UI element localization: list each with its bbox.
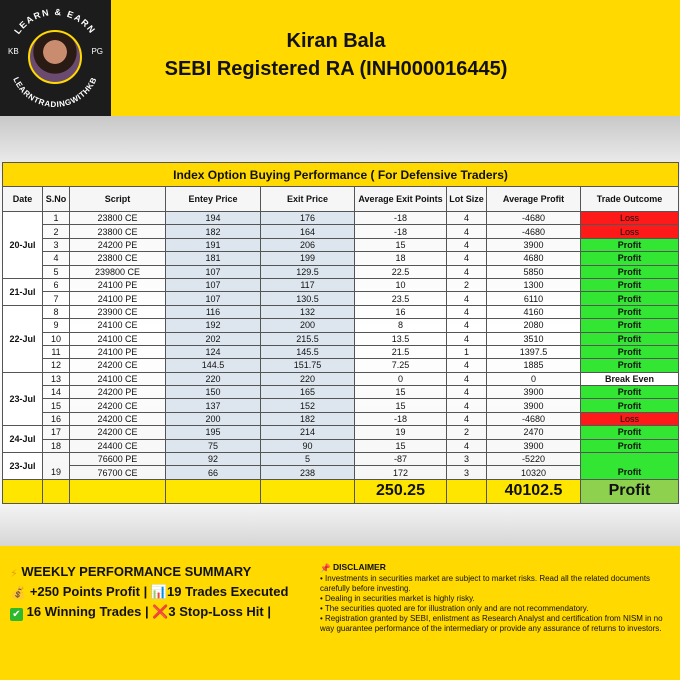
lot-size-cell: 4 [447,412,487,425]
avg-exit-points-cell: 15 [355,399,447,412]
lot-size-cell: 3 [447,453,487,466]
table-row [3,252,679,265]
avg-profit-cell: 3900 [487,238,581,251]
entry-price-cell: 192 [166,319,261,332]
entry-price-cell: 75 [166,439,261,452]
exit-price-cell: 145.5 [261,345,355,358]
logo-top-text: LEARN & EARN [12,6,98,36]
summary-title: ⚡ WEEKLY PERFORMANCE SUMMARY [10,564,252,580]
table-row [3,212,679,225]
sno-cell: 17 [43,426,70,439]
disclaimer-p4: • Registration granted by SEBI, enlistment as Research Analyst and certification from NISM in no way guarantee performance of the intermediary or provide any assurance of returns to investors. [320,614,663,633]
avg-profit-cell: 3900 [487,439,581,452]
script-cell: 23800 CE [70,212,166,225]
performance-table [2,162,679,504]
col-trade-outcome: Trade Outcome [581,187,679,212]
sno-cell: 1 [43,212,70,225]
entry-price-cell: 107 [166,292,261,305]
avg-profit-cell: -5220 [487,453,581,466]
exit-price-cell: 151.75 [261,359,355,372]
trade-outcome-cell: Profit [581,292,679,305]
date-cell: 23-Jul [3,372,43,426]
table-row [3,359,679,372]
table-row [3,265,679,278]
avg-exit-points-cell: 8 [355,319,447,332]
table-row [3,439,679,452]
script-cell: 24200 CE [70,412,166,425]
lot-size-cell: 4 [447,359,487,372]
script-cell: 24200 CE [70,426,166,439]
sno-cell: 19 [43,466,70,479]
exit-price-cell: 130.5 [261,292,355,305]
lot-size-cell: 2 [447,278,487,291]
entry-price-cell: 220 [166,372,261,385]
table-row [3,466,679,479]
avatar [28,30,82,84]
exit-price-cell: 182 [261,412,355,425]
header-banner [0,0,680,116]
lightning-icon: ⚡ [10,568,18,580]
lot-size-cell: 4 [447,265,487,278]
exit-price-cell: 176 [261,212,355,225]
avg-exit-points-cell: -18 [355,212,447,225]
exit-price-cell: 165 [261,386,355,399]
avg-profit-cell: 3900 [487,399,581,412]
table-row [3,292,679,305]
footer-panel [0,546,680,680]
script-cell: 24400 CE [70,439,166,452]
disclaimer-p2: • Dealing in securities market is highly risky. [320,594,475,603]
exit-price-cell: 129.5 [261,265,355,278]
avg-exit-points-cell: 15 [355,238,447,251]
entry-price-cell: 202 [166,332,261,345]
table-row [3,412,679,425]
script-cell: 23800 CE [70,225,166,238]
total-points: 250.25 [355,479,447,503]
exit-price-cell: 132 [261,305,355,318]
entry-price-cell: 150 [166,386,261,399]
script-cell: 24200 CE [70,359,166,372]
date-cell: 22-Jul [3,305,43,372]
avg-exit-points-cell: 23.5 [355,292,447,305]
trade-outcome-cell: Break Even [581,372,679,385]
check-icon: ✔ [10,608,23,621]
sno-cell: 18 [43,439,70,452]
trade-outcome-cell: Profit [581,332,679,345]
avg-profit-cell: 4680 [487,252,581,265]
lot-size-cell: 4 [447,238,487,251]
avg-profit-cell: 0 [487,372,581,385]
avg-profit-cell: 3900 [487,386,581,399]
trade-outcome-cell: Profit [581,238,679,251]
avg-exit-points-cell: -18 [355,412,447,425]
logo-left-text: KB [8,47,19,56]
table-row [3,305,679,318]
lot-size-cell: 4 [447,332,487,345]
col-entry-price: Entey Price [166,187,261,212]
avg-exit-points-cell: 19 [355,426,447,439]
avg-profit-cell: 1300 [487,278,581,291]
avg-profit-cell: 3510 [487,332,581,345]
lot-size-cell: 4 [447,212,487,225]
script-cell: 239800 CE [70,265,166,278]
script-cell: 24100 PE [70,292,166,305]
exit-price-cell: 206 [261,238,355,251]
sno-cell: 7 [43,292,70,305]
sno-cell: 12 [43,359,70,372]
lot-size-cell: 4 [447,439,487,452]
lot-size-cell: 4 [447,386,487,399]
entry-price-cell: 181 [166,252,261,265]
avg-exit-points-cell: 18 [355,252,447,265]
script-cell: 24100 CE [70,332,166,345]
trade-outcome-cell: Profit [581,319,679,332]
avg-exit-points-cell: 15 [355,386,447,399]
sno-cell: 11 [43,345,70,358]
col-script: Script [70,187,166,212]
entry-price-cell: 66 [166,466,261,479]
lot-size-cell: 3 [447,466,487,479]
script-cell: 24200 PE [70,386,166,399]
trade-outcome-cell: Profit [581,278,679,291]
script-cell: 23800 CE [70,252,166,265]
script-cell: 24100 PE [70,345,166,358]
lot-size-cell: 4 [447,305,487,318]
exit-price-cell: 5 [261,453,355,466]
logo-bottom-text: LEARNTRADINGWITHKB [11,75,99,110]
disclaimer [320,562,674,634]
table-row [3,332,679,345]
exit-price-cell: 117 [261,278,355,291]
script-cell: 24100 PE [70,278,166,291]
avg-exit-points-cell: 13.5 [355,332,447,345]
sno-cell: 3 [43,238,70,251]
exit-price-cell: 199 [261,252,355,265]
entry-price-cell: 92 [166,453,261,466]
table-header-row [3,187,679,212]
script-cell: 76700 CE [70,466,166,479]
entry-price-cell: 107 [166,265,261,278]
trade-outcome-cell: Profit [581,359,679,372]
trade-outcome-cell: Profit [581,426,679,439]
col-lot-size: Lot Size [447,187,487,212]
trade-outcome-cell: Profit [581,439,679,452]
trade-outcome-cell: Profit [581,399,679,412]
entry-price-cell: 182 [166,225,261,238]
avg-exit-points-cell: 0 [355,372,447,385]
col-sno: S.No [43,187,70,212]
sno-cell: 9 [43,319,70,332]
trade-outcome-cell: Profit [581,386,679,399]
date-cell: 21-Jul [3,278,43,305]
avg-profit-cell: 1397.5 [487,345,581,358]
sno-cell: 5 [43,265,70,278]
col-date: Date [3,187,43,212]
entry-price-cell: 144.5 [166,359,261,372]
trade-outcome-cell: Profit [581,305,679,318]
avg-profit-cell: 5850 [487,265,581,278]
entry-price-cell: 107 [166,278,261,291]
script-cell: 24100 CE [70,372,166,385]
disclaimer-p3: • The securities quoted are for illustration only and are not recommendatory. [320,604,589,613]
total-outcome: Profit [581,479,679,503]
avg-profit-cell: -4680 [487,225,581,238]
entry-price-cell: 116 [166,305,261,318]
date-cell: 20-Jul [3,212,43,279]
avg-exit-points-cell: 10 [355,278,447,291]
exit-price-cell: 90 [261,439,355,452]
avg-exit-points-cell: 22.5 [355,265,447,278]
sno-cell: 4 [43,252,70,265]
sno-cell: 2 [43,225,70,238]
avg-profit-cell: -4680 [487,212,581,225]
avg-profit-cell: -4680 [487,412,581,425]
avg-exit-points-cell: 21.5 [355,345,447,358]
table-row [3,372,679,385]
avg-profit-cell: 1885 [487,359,581,372]
table-row [3,278,679,291]
exit-price-cell: 214 [261,426,355,439]
analyst-name: Kiran Bala [286,30,386,52]
lot-size-cell: 4 [447,252,487,265]
exit-price-cell: 152 [261,399,355,412]
avg-profit-cell: 2080 [487,319,581,332]
lot-size-cell: 4 [447,319,487,332]
date-cell: 23-Jul [3,453,43,480]
trade-outcome-cell: Loss [581,412,679,425]
disclaimer-title: 📌 DISCLAIMER [320,562,386,573]
exit-price-cell: 164 [261,225,355,238]
entry-price-cell: 195 [166,426,261,439]
table-row [3,345,679,358]
logo-right-text: PG [91,47,103,56]
lot-size-cell: 4 [447,372,487,385]
trade-outcome-cell: Profit [581,265,679,278]
total-profit: 40102.5 [487,479,581,503]
sno-cell: 13 [43,372,70,385]
performance-table-wrap [2,162,678,504]
entry-price-cell: 194 [166,212,261,225]
trade-outcome-cell: Profit [581,252,679,265]
exit-price-cell: 200 [261,319,355,332]
sno-cell: 15 [43,399,70,412]
trade-outcome-cell: Loss [581,212,679,225]
lot-size-cell: 4 [447,399,487,412]
script-cell: 24100 CE [70,319,166,332]
script-cell: 24200 PE [70,238,166,251]
table-row [3,319,679,332]
trade-outcome-cell: Profit [581,345,679,358]
sno-cell: 10 [43,332,70,345]
money-bag-icon: 💰 [10,585,27,600]
total-row [3,479,679,503]
pin-icon: 📌 [320,563,331,573]
table-row [3,453,679,466]
sebi-registration: SEBI Registered RA (INH000016445) [164,58,508,80]
script-cell: 76600 PE [70,453,166,466]
date-cell: 24-Jul [3,426,43,453]
trade-outcome-cell: Profit [581,466,679,479]
exit-price-cell: 238 [261,466,355,479]
summary-line-2: ✔ 16 Winning Trades | ❌3 Stop-Loss Hit | [10,604,271,621]
avg-profit-cell: 6110 [487,292,581,305]
exit-price-cell: 220 [261,372,355,385]
col-exit-price: Exit Price [261,187,355,212]
avg-profit-cell: 2470 [487,426,581,439]
avg-exit-points-cell: -18 [355,225,447,238]
sno-cell: 8 [43,305,70,318]
table-row [3,399,679,412]
script-cell: 24200 CE [70,399,166,412]
avg-profit-cell: 10320 [487,466,581,479]
trade-outcome-cell [581,453,679,466]
brand-logo [0,0,111,116]
col-avg-profit: Average Profit [487,187,581,212]
table-row [3,225,679,238]
avg-exit-points-cell: -87 [355,453,447,466]
lot-size-cell: 4 [447,225,487,238]
lot-size-cell: 1 [447,345,487,358]
lot-size-cell: 2 [447,426,487,439]
table-row [3,386,679,399]
exit-price-cell: 215.5 [261,332,355,345]
table-row [3,238,679,251]
sno-cell: 16 [43,412,70,425]
trade-outcome-cell: Loss [581,225,679,238]
col-avg-exit-points: Average Exit Points [355,187,447,212]
sno-cell: 6 [43,278,70,291]
table-row [3,426,679,439]
entry-price-cell: 124 [166,345,261,358]
entry-price-cell: 137 [166,399,261,412]
entry-price-cell: 191 [166,238,261,251]
avg-exit-points-cell: 15 [355,439,447,452]
disclaimer-p1: • Investments in securities market are subject to market risks. Read all the related documents carefully before investing. [320,574,651,593]
sno-cell: 14 [43,386,70,399]
lot-size-cell: 4 [447,292,487,305]
sno-cell [43,453,70,466]
table-caption: Index Option Buying Performance ( For Defensive Traders) [3,163,679,187]
script-cell: 23900 CE [70,305,166,318]
avg-exit-points-cell: 172 [355,466,447,479]
avg-exit-points-cell: 7.25 [355,359,447,372]
avg-profit-cell: 4160 [487,305,581,318]
avg-exit-points-cell: 16 [355,305,447,318]
summary-line-1: 💰 +250 Points Profit | 📊19 Trades Executed [10,584,289,600]
entry-price-cell: 200 [166,412,261,425]
